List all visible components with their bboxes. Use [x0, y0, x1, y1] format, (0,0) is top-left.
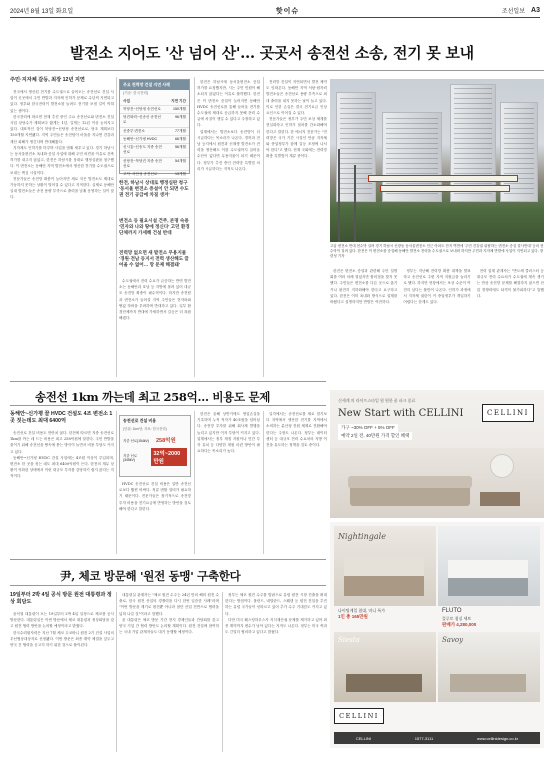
table-cell: 신당진~북당진 지중 송전선로 [123, 158, 162, 168]
cost-row2-label: 지중 선로(345kV) [123, 453, 138, 462]
side-sub-1 [119, 180, 191, 199]
cost-chart-row1 [120, 434, 190, 446]
article2-headline: 송전선 1km 까는데 최고 258억… 비용도 문제 [35, 390, 271, 404]
cost-chart-title: 송전선로 건설 비용 [123, 418, 157, 423]
table-cell: 당진화력~신송산 송전선로 [123, 115, 161, 125]
ad2-brand: CELLINI [339, 712, 379, 720]
header-paper: 조선일보 [501, 9, 526, 15]
side-sub-text: 전력망 없으면 새 발전소 무용지물 [119, 250, 187, 255]
table-cell: 고덕~서안성 송전선로 [123, 172, 158, 177]
table-row [120, 171, 189, 179]
table-cell: 신시흥~신송도 지중 송전선로 [123, 145, 162, 155]
article2-body-col3: 한전은 올해 상반기에도 영업손실을 기록하며 누적 적자가 40조원을 넘어섰다. 송전망 투자를 위해 회사채 발행을 늘리고 있지만 이자 부담이 커지고 있다. 업계에서는 정부 재정 지원이나 민간 투자 유치 등 다양한 재원 마련 방안이 필요하다는 목소리가 높다. [197, 412, 260, 454]
side-sub-text: '동서울 변전소 증설이 안 되면 수도권 전기 공급에 차질 생겨' [119, 186, 189, 198]
article1-body-col4: 전력망 건설이 지연되면서 발전 제약도 잇따른다. 동해안 지역 석탄·원자력 발전소들은 송전선로 용량 부족으로 최대 출력을 내지 못하는 날이 늘고 있다. 이로 인한 손실은 결국 전기요금 인상 요인으로 이어질 수 있다. 전문가들은 정부가 주민 보상 체계를 현실화하고 인허가 절차를 간소화해야 한다고 말한다. 한 에너지 전문가는 "전력망은 국가 기간 시설인 만큼 지자체와 중앙정부가 함께 갈등 조정에 나서야 한다"고 했다. 현재 국회에는 전력망 확충 특별법이 계류 중이다. [266, 80, 327, 159]
delay-table-unit-text: (기준: 한국전력) [123, 91, 149, 96]
article2-sub: 동해안~신가평 끌 HVDC 건설도 4조 변전소 1곳 짓는데도 최대 6400억 [10, 411, 113, 424]
cost-row1-label: 지중 선로(154kV) [123, 438, 149, 443]
article3-body-col2: 대통령실 관계자는 "체코 원전 수주는 24년 만의 해외 원전 수출로, 한국 원전 산업의 경쟁력을 다시 한번 입증한 사례"라며 "이번 방문을 계기로 원전뿐 아니라 첨단 산업 전반으로 협력을 넓혀 나갈 것"이라고 말했다. 윤 대통령은 체코 방문 기간 현지 경제인들과 간담회를 갖고 양국 기업 간 협력 방안도 논의할 계획이다. 원전 건설에 참여하는 국내 기업 관계자들도 대거 동행할 예정이다. [119, 593, 219, 635]
table-cell: 북당진~신탕정 송전선로 [123, 106, 161, 111]
protest-banner-photo [330, 79, 544, 242]
article2-body-col4: 일각에서는 송전선로를 새로 깔기보다 지역에서 생산한 전기를 지역에서 소비하는 분산형 전원 체계로 전환해야 한다는 주장도 나온다. 정부는 데이터센터 등 대규모 전력 수요처의 지방 이전을 유도하는 정책을 검토 중이다. [266, 412, 327, 448]
header-date: 2024년 8월 13일 화요일 [10, 9, 74, 15]
ad2-price-right: 플루토 침실 세트 [442, 616, 472, 621]
article1-body-col3: 한전은 하남시에 동서울변전소 증설 허가를 요청했지만, 시는 주민 민원이 해소되지 않았다는 이유로 불허했다. 한전은 이 변전소 증설이 늦어지면 동해안 HVDC 송전선로를 통해 들어올 전기를 수도권에 제대로 공급하지 못해 전력 수급에 차질이 생길 수 있다고 주장하고 있다. 업계에서는 발전소보다 송전망이 더 시급하다는 목소리가 나온다. 경북과 전남 등지에서 원전과 신재생 발전소가 전력을 생산해도 이를 수도권까지 끌어올 수단이 없다면 무용지물이 되기 때문이다. 정부가 추진 중인 전력망 특별법 처리가 시급하다는 지적도 나온다. [197, 80, 260, 171]
ad1-brand: CELLINI [487, 409, 529, 417]
table-row [120, 136, 189, 144]
side-sub-text: 변전소 등 필요시설 건주, 본명 숙용 [119, 218, 189, 223]
side-sub-2 [119, 218, 191, 237]
photo-caption: 고압 변전소 반대 현수막 걸려 경기 하남시 신장동 동서울변전소 인근 아파트 단지 벽면에 '주민 건강권 위협하는 변전소 증설 결사반대' 등의 현수막이 걸려 있다. 한전은 이 변전소를 증설해 동해안 발전소 전력을 수도권으로 보내려 하지만 주민과 지자체 반발에 사업이 지연되고 있다. 장련성 기자 [330, 244, 544, 259]
delay-table-col1: 사업 [123, 98, 130, 103]
cost-chart-row2 [120, 446, 190, 468]
side-sub-text: '경원·전남 등지서 전력 생산해도 끌어올 수 없어… 망 문제 해결돼' [119, 256, 189, 268]
ad2-series-right: FLUTO [442, 608, 462, 614]
cellini-ad-bottom [330, 522, 544, 748]
ad2-phone: 1577-3111 [414, 735, 434, 741]
ad2-series-left: Nightingale [338, 532, 386, 541]
cellini-ad-top [330, 390, 544, 518]
cost-chart [119, 415, 191, 477]
table-cell: 54개월 [175, 158, 186, 163]
ad1-tag: 신세계 의 라이프스타일 원 원한 품 파크 종료 [338, 398, 416, 403]
ad2-footer-brand: CELLINI [355, 735, 371, 741]
table-cell: 13개월 [175, 172, 186, 177]
cellini-logo [482, 404, 534, 422]
ad1-offer1: 가구 ~30% OFF + 5% OFF [338, 424, 398, 432]
article1-sub: 주민·지자체 갈등, 최장 12년 지연 [10, 77, 85, 83]
article1-body-col1: 전국에서 생산된 전기를 수도권으로 끌어오는 송전선로 건설 사업이 곳곳에서 주민 반발과 지자체 인허가 문제로 수년씩 지연되고 있다. 정부와 한국전력이 발전소를 늘려도 전기를 보낼 길이 막혀 있는 셈이다. 한국전력에 따르면 현재 추진 중인 주요 송전선로와 변전소 건설 사업 상당수가 계획보다 짧게는 1년, 길게는 12년 이상 늦어지고 있다. 대표적인 것이 북당진~신탕정 송전선로로, 당초 계획보다 150개월 지연됐다. 지역 주민들은 송전탑이 마을을 지나면 건강과 재산 피해가 생긴다며 반대해왔다. 지자체도 인허가를 미루며 사업을 멈춰 세우고 있다. 경기 하남시는 동서울변전소 옥내화·증설 사업에 대해 주민 의견을 이유로 건축 허가를 내주지 않았고, 한전은 하남시를 상대로 행정심판을 청구했다. 이 변전소는 동해안 지역 발전소에서 생산한 전기를 수도권으로 보내는 핵심 시설이다. 전문가들은 송전망 확충이 늦어지면 새로 지은 발전소도 제대로 가동하지 못하는 상황이 벌어질 수 있다고 지적한다. 실제로 동해안 일대 발전소들은 송전 용량 부족으로 출력을 낮춰 운영하는 일이 잦다. [10, 90, 114, 200]
table-cell: 150개월 [173, 106, 186, 111]
ad2-website[interactable]: www.cellinidesign.co.kr [476, 735, 519, 741]
ad2-price-right2: 판매가 4,280,000 [442, 622, 477, 627]
ad2-price-left: 나이팅게일 침대, 미니 특가 [338, 608, 385, 613]
article2-body-col1: 송전선로 건설 비용도 만만치 않다. 한전에 따르면 지중 송전선로 1km를 까는 데 드는 비용은 최고 258억원에 달한다. 주민 반발을 줄이기 위해 송전선을 땅속에 묻는 방식이 늘면서 비용 부담도 커지고 있다. 동해안~신가평 HVDC 건설 사업에는 4조원 이상이 투입되며, 변전소 한 곳을 짓는 데도 최대 6400억원이 든다. 한전의 재무 상황이 악화된 상태에서 이런 대규모 투자를 감당하기 쉽지 않다는 지적이다. [10, 431, 114, 479]
ad1-room-image [330, 448, 544, 518]
side-sub-text: 한전, 하남시 상대로 행정심판 청구 [119, 180, 188, 185]
table-row [120, 106, 189, 114]
table-cell: 동해안~신가평 HVDC [123, 137, 158, 142]
table-row [120, 128, 189, 136]
ad1-offer2: 예약 2일 전, 40만원 가격 할인 혜택 [338, 432, 412, 440]
side-sub-3 [119, 250, 191, 269]
table-cell: 77개월 [175, 128, 186, 133]
table-cell: 96개월 [175, 115, 186, 120]
article1-body-col2: 수도권에서 전력 수요가 급증하는 반면 발전소는 동해안과 호남 등 지방에 몰려 있어 대규모 송전망 확충이 필수적이다. 하지만 송전탑과 변전소가 들어설 지역 주민들은 전자파와 땅값 하락을 우려하며 반대하고 있다. 일부 환경단체까지 반대에 가세하면서 갈등은 더 복잡해졌다. [119, 279, 191, 321]
ad2-price-left2: 1인 총 165만원 [338, 614, 368, 619]
ad1-headline: New Start with CELLINI [338, 408, 464, 419]
article3-sub: 19일부터 2박 4일 공식 방문 원전 대통령과 정상 회담도 [10, 592, 112, 605]
article1-body-col5: 한전은 변전소 증설과 관련해 주민 설명회를 여러 차례 열었지만 합의점을 찾지 못했다. 주민들은 변전소를 다른 곳으로 옮기거나 완전히 지하화해야 한다고 요구하고 있다. 한전은 이미 옥내화 방식으로 설계를 바꿨다고 설명하지만 반발은 여전하다. 정부는 지난해 전력망 확충 대책을 발표하고 송전선로 주변 지역 지원금을 늘리기로 했다. 하지만 현장에서는 보상 수준이 여전히 낮다는 불만이 나온다. 인허가 과정에서 지자체 권한이 커 중앙정부가 개입하기 어렵다는 한계도 있다. 전력 업계 관계자는 "반도체 클러스터 등 대규모 전력 수요처가 수도권에 계속 생기는 만큼 송전망 문제를 해결하지 않으면 산업 경쟁력에도 타격이 불가피하다"고 말했다. [330, 269, 544, 305]
table-row [120, 158, 189, 171]
cost-chart-unit: (단위: 1km당, 자료: 한국전력) [123, 427, 167, 431]
header-section: 핫이슈 [275, 7, 300, 15]
table-cell: 66개월 [175, 137, 186, 142]
ad2-footer [334, 732, 540, 744]
table-row [120, 144, 189, 157]
page-header [10, 4, 540, 18]
header-page: A3 [531, 7, 540, 14]
table-cell: 신중부 변전소 [123, 128, 145, 133]
delay-table-title: 주요 전력망 건설 지연 사례 [120, 80, 189, 90]
cost-row1-value: 258억원 [156, 438, 176, 444]
article3-body-col3: 정부는 체코 원전 수주를 발판으로 유럽 원전 시장 진출을 확대한다는 방침이다. 폴란드, 네덜란드, 스웨덴 등 원전 건설을 추진하는 유럽 국가들이 잇따르고 있어 추가 수주 기대감도 커지고 있다. 다만 미국 웨스팅하우스가 지식재산권 문제를 제기하고 있어 최종 계약까지 변수가 남아 있다는 지적도 나온다. 정부는 미국 측과도 긴밀히 협의하고 있다고 밝혔다. [225, 593, 327, 635]
delay-table [119, 79, 190, 177]
article1-headline: 발전소 지어도 '산 넘어 산'… 곳곳서 송전선 소송, 전기 못 보내 [70, 44, 474, 62]
table-cell: 56개월 [175, 145, 186, 150]
delay-table-unit [120, 90, 189, 97]
ad2-collection-right: Savoy [442, 636, 464, 644]
cellini-logo-bottom [334, 708, 384, 724]
article2-body-col2: HVDC 송전선로 건설 비용은 일반 송전선로보다 훨씬 비싸다. 직류 변환 설비가 필요하기 때문이다. 전문가들은 장기적으로 송전망 투자 비용을 전기요금에 반영하는 방안을 검토해야 한다고 말한다. [119, 482, 191, 511]
side-sub-text: '민자와 나와 땅에 정신다' 고던 환경단체까지 가세해 건설 반대 [119, 224, 190, 236]
delay-table-head [120, 97, 189, 105]
delay-table-col2: 지연 기간 [171, 98, 186, 103]
table-row [120, 114, 189, 127]
article3-headline: 尹, 체코 방문해 '원전 동맹' 구축한다 [60, 569, 241, 583]
ad2-bed-image-right [438, 526, 540, 606]
ad2-collection-left: Siesta [338, 636, 360, 644]
article3-body-col1: 윤석열 대통령이 오는 19일부터 2박 4일 일정으로 체코를 공식 방문한다. 대통령실은 이번 방문에서 체코 대통령과 정상회담을 갖고 원전 협력 방안을 논의할 예정이라고 밝혔다. 한국수력원자력은 지난 7월 체코 두코바니 원전 2기 건설 사업의 우선협상대상자로 선정됐다. 이번 방문은 최종 계약 체결을 앞두고 양국 간 협력을 공고히 하기 위한 것으로 풀이된다. [10, 612, 114, 648]
cost-row2-value: 32억~2000만원 [151, 448, 187, 466]
